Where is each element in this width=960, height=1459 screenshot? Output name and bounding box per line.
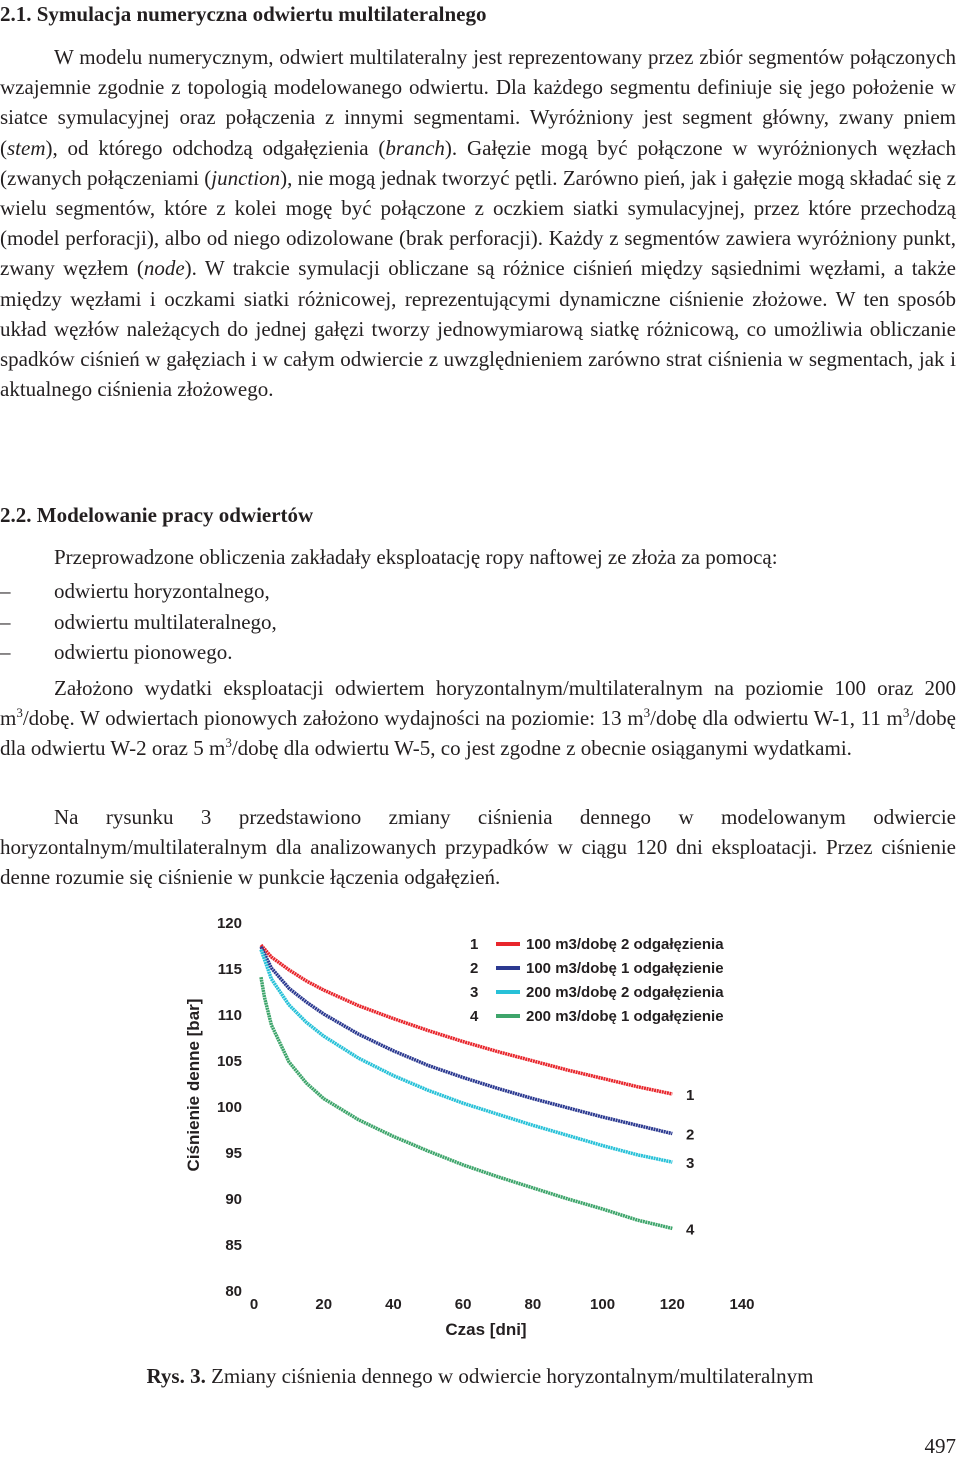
x-tick-label: 140 xyxy=(729,1296,755,1313)
x-tick-label: 0 xyxy=(249,1296,259,1313)
x-tick-labels xyxy=(250,1296,755,1313)
x-tick-label: 100 xyxy=(590,1296,616,1313)
x-tick-label: 80 xyxy=(524,1296,542,1313)
pressure-chart xyxy=(180,905,780,1345)
list-item: – odwiertu horyzontalnego, xyxy=(0,579,270,603)
caption-text: Zmiany ciśnienia dennego w odwiercie horyzontalnym/multilateralnym xyxy=(211,1364,814,1388)
y-tick-label: 90 xyxy=(225,1191,242,1208)
bullet-list xyxy=(0,576,956,668)
legend-number-4: 4 xyxy=(470,1008,479,1025)
legend-label-3: 200 m3/dobę 2 odgałęzienia xyxy=(526,984,724,1001)
paragraph-intro: Przeprowadzone obliczenia zakładały eksploatację ropy naftowej ze złoża za pomocą: xyxy=(54,545,778,569)
y-axis-label: Ciśnienie denne [bar] xyxy=(184,998,203,1172)
paragraph-production-rates: Założono wydatki eksploatacji odwiertem horyzontalnym/multilateralnym na poziomie 100 oraz 200 $m^3$/dobę. W odwiertach pionowych założono wydajności na poziomie: 13 $m^3$/dobę dla odwiertu W-1, 11 $m^3$/dobę dla odwiertu W-2 oraz 5 $m^3$/dobę dla odwiertu W-5, co jest zgodne z obecnie osiąganymi wydatkami. xyxy=(0,676,956,761)
section-heading-2-1: 2.1. Symulacja numeryczna odwiertu multilateralnego xyxy=(0,2,487,26)
legend-label-2: 100 m3/dobę 1 odgałęzienie xyxy=(526,960,724,977)
series-end-labels xyxy=(686,1087,695,1238)
x-tick-label: 20 xyxy=(315,1296,333,1313)
figure-caption xyxy=(0,1364,960,1389)
y-tick-label: 100 xyxy=(216,1099,242,1116)
legend-number-3: 3 xyxy=(470,984,479,1001)
legend-number-2: 2 xyxy=(470,960,479,977)
y-tick-label: 120 xyxy=(216,915,242,932)
paragraph-multilateral-well: W modelu numerycznym, odwiert multilateralny jest reprezentowany przez zbiór segmentów połączonych wzajemnie zgodnie z topologią modelowanego odwiertu. Dla każdego segmentu definiuje się jego położenie w siatce symulacyjnej oraz połączenia z innymi segmentami. Wyróżniony jest segment główny, zwany pniem (stem), od którego odchodzą odgałęzienia (branch). Gałęzie mogą być połączone w wyróżnionych węzłach (zwanych połączeniami (junction), nie mogą jednak tworzyć pętli. Zarówno pień, jak i gałęzie mogą składać się z wielu segmentów, które z kolei mogę być połączone z oczkiem siatki symulacyjnej, przez które przechodzą (model perforacji), albo od niego odizolowane (brak perforacji). Każdy z segmentów zawiera wyróżniony punkt, zwany węzłem (node). W trakcie symulacji obliczane są różnice ciśnień między sąsiednimi węzłami, a także między węzłami i oczkami siatki różnicowej, reprezentującymi dynamiczne ciśnienie złożowe. W ten sposób układ węzłów należących do jednej gałęzi tworzy jednowymiarową siatkę różnicową, co umożliwia obliczanie spadków ciśnień w gałęziach i w całym odwiercie z uwzględnieniem zarówno strat ciśnienia w segmentach, jak i aktualnego ciśnienia złożowego. xyxy=(0,45,957,402)
y-tick-label: 105 xyxy=(216,1053,242,1070)
y-tick-label: 85 xyxy=(225,1237,242,1254)
list-item: – odwiertu pionowego. xyxy=(0,640,233,664)
legend-label-4: 200 m3/dobę 1 odgałęzienie xyxy=(526,1008,724,1025)
list-item: – odwiertu multilateralnego, xyxy=(0,609,277,634)
y-tick-label: 95 xyxy=(225,1145,242,1162)
series-end-label-3: 3 xyxy=(686,1155,695,1173)
y-tick-label: 110 xyxy=(217,1007,242,1024)
series-end-label-1: 1 xyxy=(686,1087,695,1105)
x-tick-label: 60 xyxy=(454,1296,472,1313)
legend-number-1: 1 xyxy=(470,936,479,953)
series-end-label-2: 2 xyxy=(686,1126,695,1144)
legend xyxy=(444,927,762,1029)
legend-label-1: 100 m3/dobę 2 odgałęzienia xyxy=(526,936,724,953)
y-tick-label: 80 xyxy=(225,1283,242,1300)
section-heading-2-2: 2.2. Modelowanie pracy odwiertów xyxy=(0,503,314,527)
y-tick-labels xyxy=(217,915,242,1300)
x-tick-label: 120 xyxy=(659,1296,685,1313)
series-end-label-4: 4 xyxy=(686,1221,695,1239)
x-tick-label: 40 xyxy=(385,1296,402,1313)
paragraph-figure-reference: Na rysunku 3 przedstawiono zmiany ciśnienia dennego w modelowanym odwiercie horyzontalnym/multilateralnym dla analizowanych przypadków w ciągu 120 dni eksploatacji. Przez ciśnienie denne rozumie się ciśnienie w punkcie łączenia odgałęzień. xyxy=(0,805,956,890)
caption-label: Rys. 3. xyxy=(146,1364,206,1388)
y-tick-label: 115 xyxy=(217,961,242,978)
x-axis-label: Czas [dni] xyxy=(445,1320,527,1339)
page-number: 497 xyxy=(924,1434,956,1458)
